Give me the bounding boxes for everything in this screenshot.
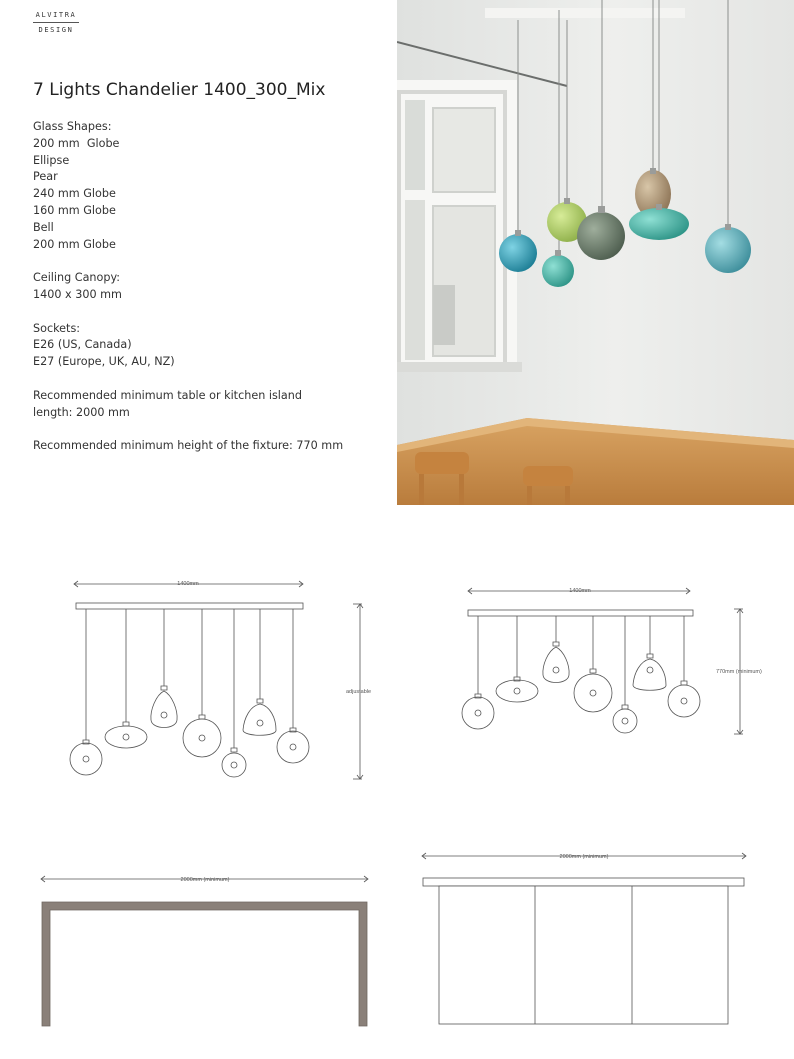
table-recommendation-line: length: 2000 mm: [33, 405, 130, 419]
brand-logo: [33, 11, 79, 34]
left-width-label: 1400mm: [177, 581, 199, 587]
table-left-width-label: 2000mm (minimum): [180, 877, 230, 883]
glass-shapes-heading: Glass Shapes:: [33, 120, 112, 133]
technical-drawings: [0, 560, 794, 1059]
product-photo: [397, 0, 794, 505]
table-right-width-label: 2000mm (minimum): [559, 854, 609, 860]
product-specs: [33, 119, 383, 472]
sockets-heading: Sockets:: [33, 321, 81, 335]
height-recommendation: [33, 438, 383, 455]
product-title: 7 Lights Chandelier 1400_300_Mix: [33, 80, 326, 100]
glass-shape-item: Bell: [33, 220, 54, 234]
glass-shape-item: Pear: [33, 170, 58, 184]
height-recommendation-line: Recommended minimum height of the fixture: 770 mm: [33, 439, 344, 453]
socket-item: E26 (US, Canada): [33, 338, 132, 352]
glass-shapes-block: [33, 119, 383, 253]
table-recommendation: [33, 388, 383, 422]
sockets-block: [33, 321, 383, 371]
canopy-value: 1400 x 300 mm: [33, 287, 122, 301]
brand-subtitle: DESIGN: [38, 26, 74, 34]
left-height-label: adjustable: [346, 689, 372, 695]
glass-shape-item: 240 mm Globe: [33, 187, 116, 201]
glass-shape-item: 200 mm Globe: [33, 136, 120, 150]
canopy-block: [33, 270, 383, 304]
right-width-label: 1400mm: [569, 588, 591, 594]
brand-name: ALVITRA: [33, 11, 79, 23]
table-recommendation-line: Recommended minimum table or kitchen island: [33, 388, 302, 402]
right-height-label: 770mm (minimum): [716, 669, 762, 675]
canopy-heading: Ceiling Canopy:: [33, 271, 121, 285]
glass-shape-item: 200 mm Globe: [33, 237, 116, 251]
glass-shape-item: Ellipse: [33, 153, 70, 167]
socket-item: E27 (Europe, UK, AU, NZ): [33, 355, 175, 369]
glass-shape-item: 160 mm Globe: [33, 203, 116, 217]
